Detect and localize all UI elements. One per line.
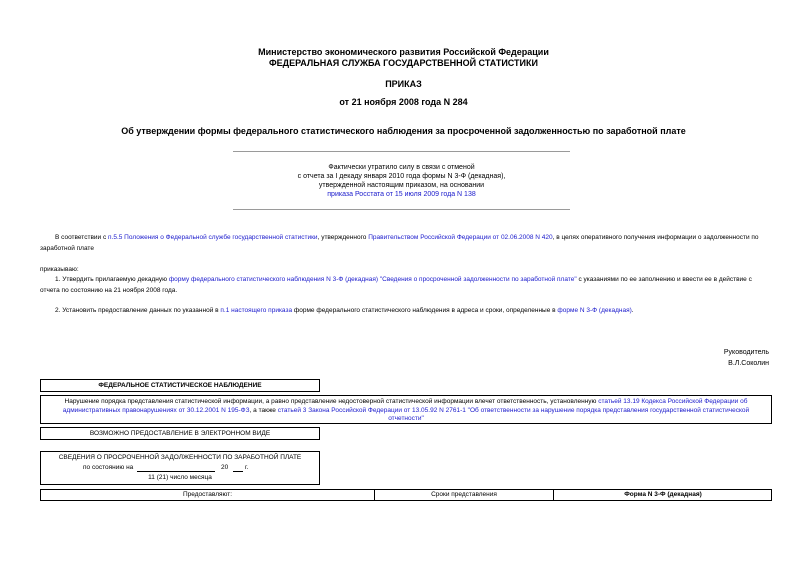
preamble-text: , в целях оперативного получения информации о задолженности по заработной плате bbox=[40, 234, 759, 252]
item-2-text: форме федерального статистического наблюдения в адреса и сроки, определенные в bbox=[292, 307, 558, 314]
note-top-rule bbox=[233, 151, 570, 152]
preamble-text: В соответствии с bbox=[55, 234, 109, 241]
as-of-label: по состоянию на bbox=[83, 463, 134, 471]
form-3f-link[interactable]: форму федерального статистического наблюдения N 3-Ф (декадная) "Сведения о просроченной задолженности по заработной плате" bbox=[168, 276, 577, 283]
form-3f-ref-link[interactable]: форме N 3-Ф (декадная) bbox=[557, 307, 632, 314]
regulation-link[interactable]: п.5.5 Положения о Федеральной службе государственной статистики bbox=[108, 234, 318, 241]
status-note-line3: утвержденной настоящим приказом, на основании bbox=[318, 182, 485, 189]
warning-text: , а также bbox=[249, 406, 278, 414]
status-note-link[interactable]: приказа Росстата от 15 июля 2009 года N 138 bbox=[327, 191, 476, 198]
doc-date-number: от 21 ноября 2008 года N 284 bbox=[339, 97, 468, 107]
fso-header-text: ФЕДЕРАЛЬНОЕ СТАТИСТИЧЕСКОЕ НАБЛЮДЕНИЕ bbox=[98, 381, 262, 389]
doc-type: ПРИКАЗ bbox=[385, 79, 422, 89]
order-word: приказываю: bbox=[40, 266, 79, 273]
status-note-line1: Фактически утратило силу в связи с отменой bbox=[328, 164, 475, 171]
as-of-row bbox=[41, 463, 319, 473]
warning-text: Нарушение порядка представления статистической информации, а равно представление недостоверной статистической информации влечет ответственность, установленную bbox=[64, 398, 599, 405]
service-name: ФЕДЕРАЛЬНАЯ СЛУЖБА ГОСУДАРСТВЕННОЙ СТАТИСТИКИ bbox=[269, 58, 538, 68]
coap-article-link[interactable]: статьей 13.19 Кодекса Российской Федерации об административных правонарушениях от 30.12.2001 N 195-ФЗ bbox=[62, 398, 748, 414]
year-blank-line bbox=[233, 471, 243, 472]
item-2-paragraph bbox=[40, 306, 772, 317]
days-note: 11 (21) число месяца bbox=[148, 473, 212, 481]
year-suffix: г. bbox=[245, 463, 249, 471]
order-point-link[interactable]: п.1 настоящего приказа bbox=[220, 307, 293, 314]
item-1-text: 1. Утвердить прилагаемую декадную bbox=[55, 276, 169, 283]
ministry-name: Министерство экономического развития Российской Федерации bbox=[258, 47, 549, 57]
law-article-link[interactable]: статьей 3 Закона Российской Федерации от 13.05.92 N 2761-1 "Об ответственности за нарушение порядка представления государственной статистической отчетности" bbox=[277, 406, 750, 422]
item-2-text: . bbox=[631, 307, 634, 314]
electronic-submission-box bbox=[40, 427, 320, 440]
item-1-paragraph bbox=[40, 275, 772, 296]
report-title-box bbox=[40, 451, 320, 485]
preamble-paragraph bbox=[40, 233, 772, 254]
col-form-label: Форма N 3-Ф (декадная) bbox=[624, 491, 702, 498]
report-title: СВЕДЕНИЯ О ПРОСРОЧЕННОЙ ЗАДОЛЖЕННОСТИ ПО ЗАРАБОТНОЙ ПЛАТЕ bbox=[58, 454, 302, 461]
col-submit-label: Предоставляют: bbox=[182, 491, 233, 498]
note-bottom-rule bbox=[233, 209, 570, 210]
doc-title: Об утверждении формы федерального статистического наблюдения за просроченной задолженностью по заработной плате bbox=[121, 126, 686, 136]
signature-block bbox=[724, 348, 769, 368]
submission-table-header bbox=[40, 489, 772, 501]
liability-warning-box bbox=[40, 395, 772, 424]
signatory-name: В.Л.Соколин bbox=[728, 360, 769, 367]
item-2-text: 2. Установить предоставление данных по указанной в bbox=[55, 307, 221, 314]
col-terms-label: Сроки представления bbox=[431, 491, 497, 498]
preamble-text: , утвержденного bbox=[317, 234, 369, 241]
electronic-submission-text: ВОЗМОЖНО ПРЕДОСТАВЛЕНИЕ В ЭЛЕКТРОННОМ ВИДЕ bbox=[89, 429, 271, 437]
date-blank-line bbox=[137, 471, 215, 472]
status-note bbox=[233, 163, 570, 199]
year-prefix: 20 bbox=[221, 463, 229, 471]
status-note-line2: с отчета за I декаду января 2010 года формы N 3-Ф (декадная), bbox=[297, 173, 506, 180]
signatory-position: Руководитель bbox=[723, 349, 769, 356]
fso-header-box bbox=[40, 379, 320, 392]
item-1-text: с указаниями по ее заполнению и ввести ее в действие с отчета по состоянию на 21 ноября 2008 года. bbox=[40, 276, 752, 294]
government-decree-link[interactable]: Правительством Российской Федерации от 02.06.2008 N 420 bbox=[368, 234, 553, 241]
